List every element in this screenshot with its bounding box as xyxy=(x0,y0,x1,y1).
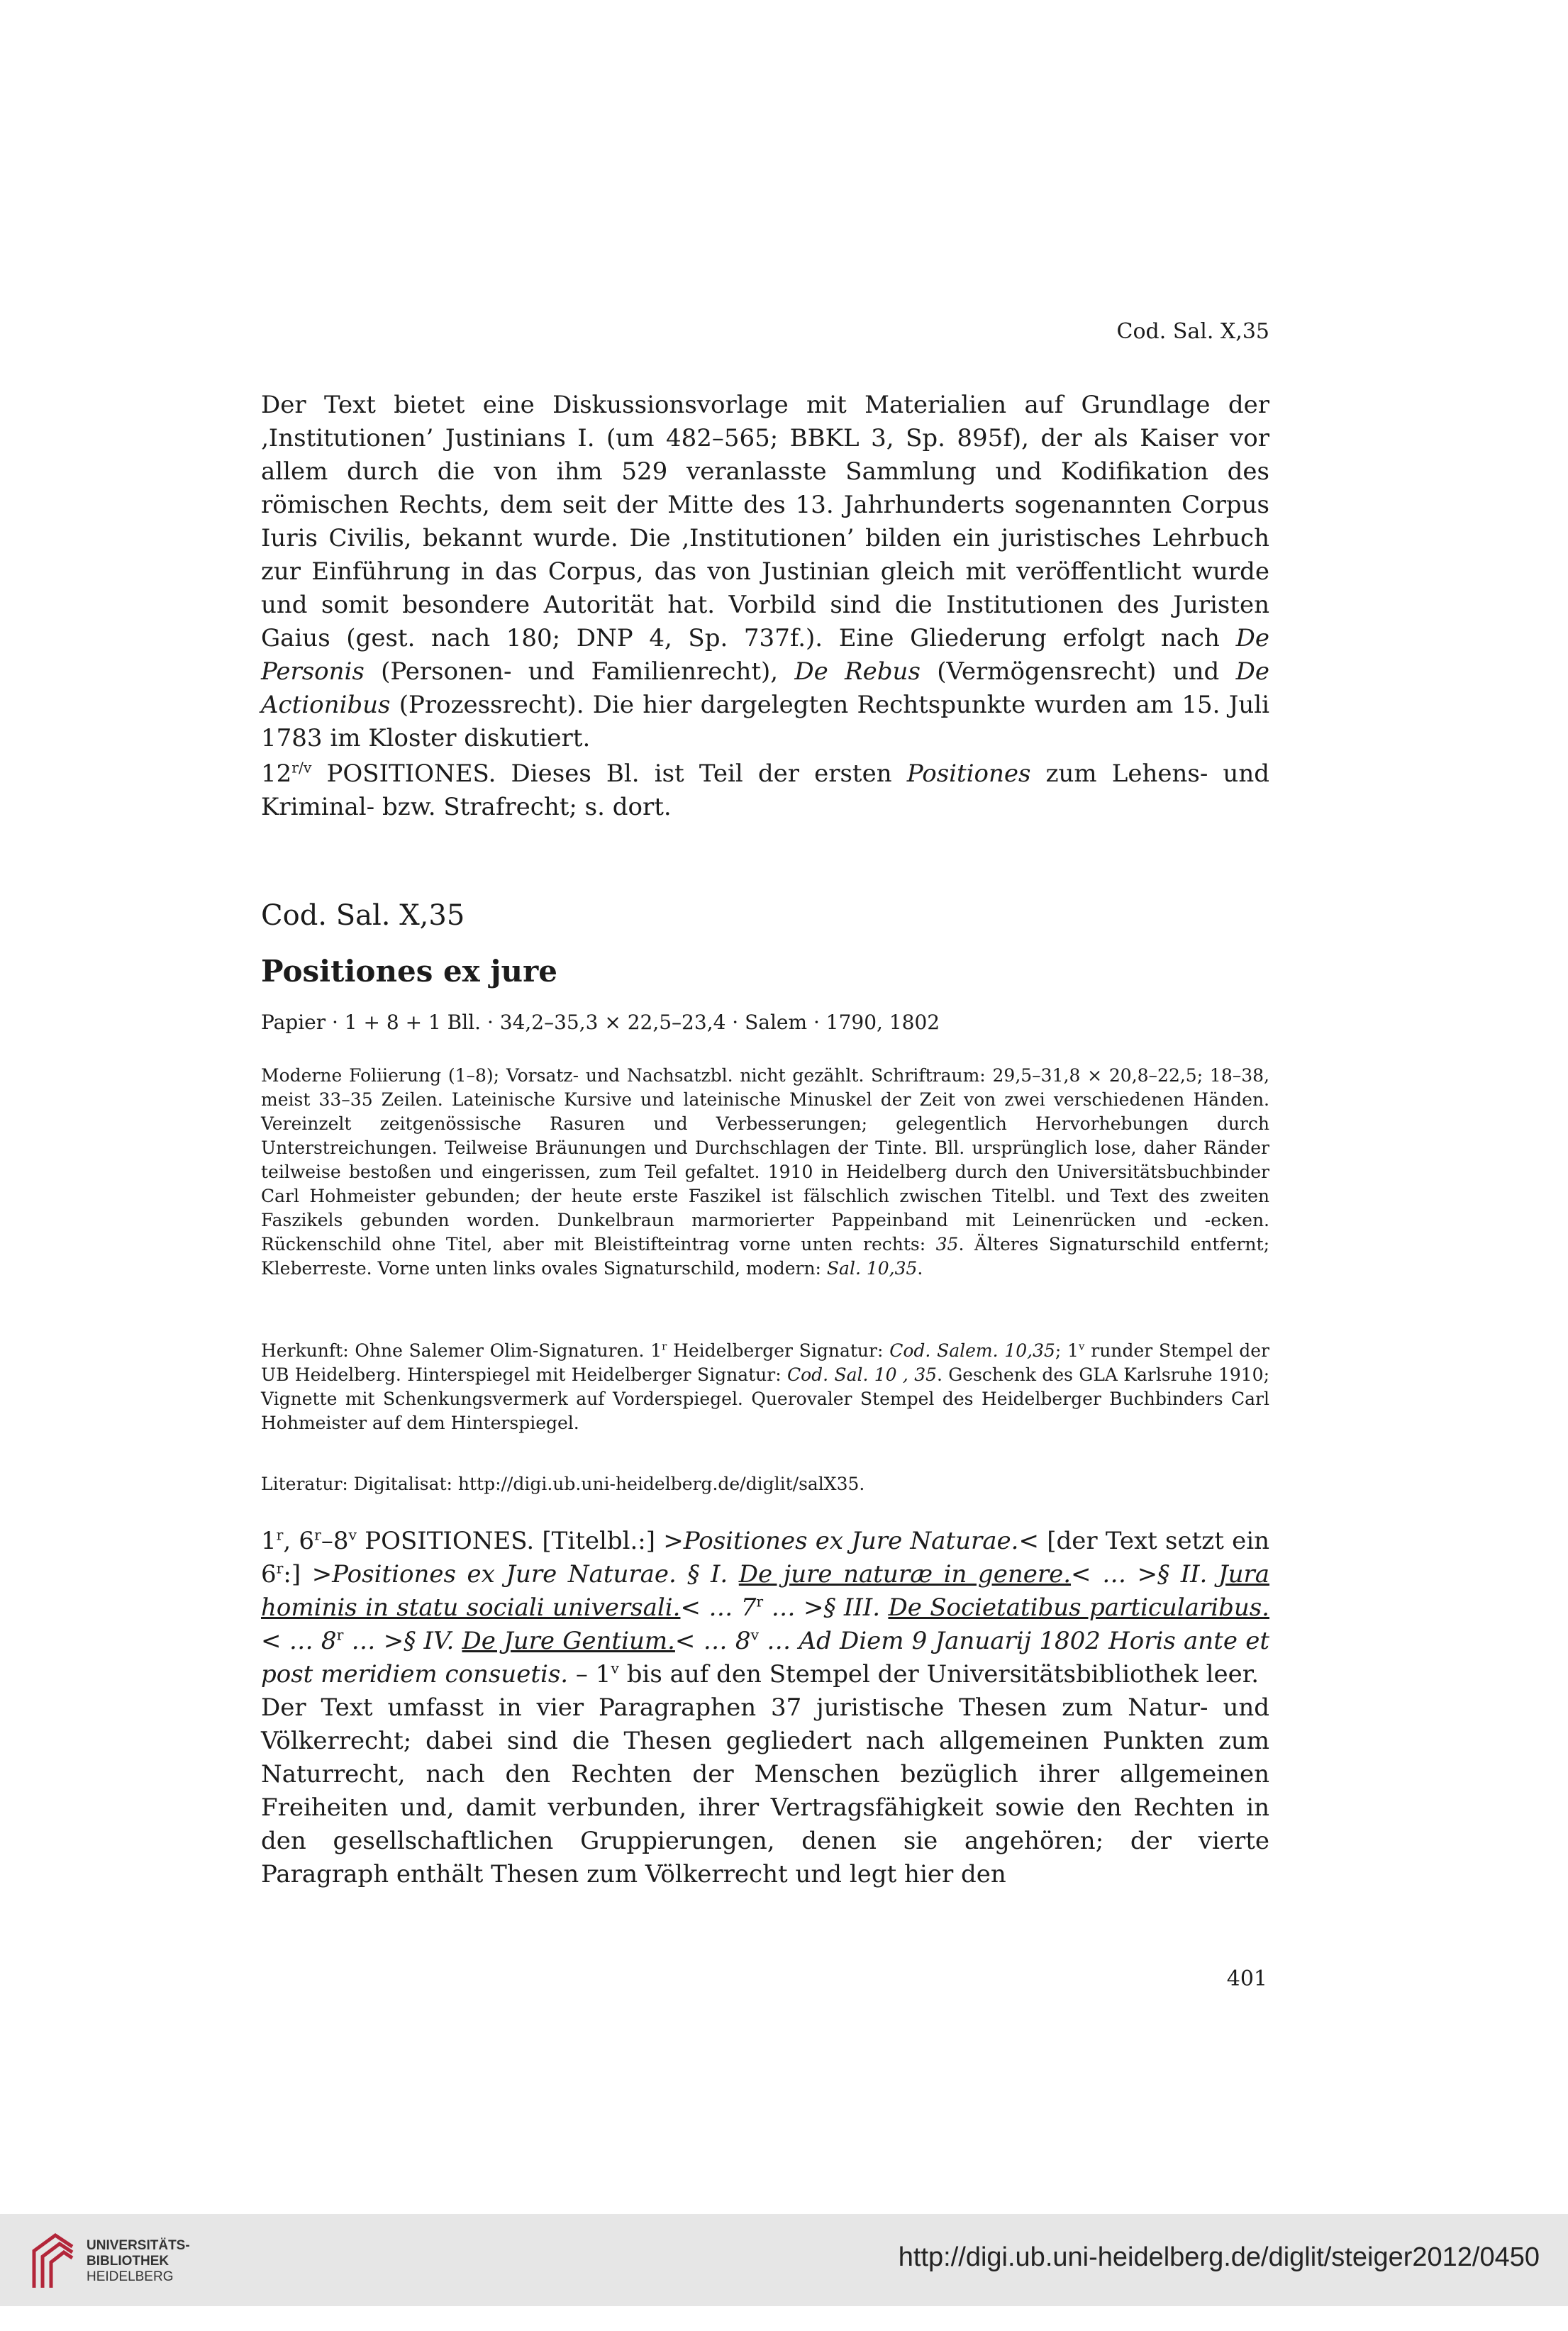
content-paragraph: 1$^r$, 6$^r$–8$^v$ POSITIONES. [Titelbl.:] >Positiones ex Jure Naturae.< [der Text setzt ein $6^r$:] >Positiones ex Jure Naturae. § I. De jure naturæ in genere.< … >§ II. Jura hominis in statu sociali universali.< … 7$^r$ … >§ III. De Societatibus particularibus.< … 8$^r$ … >§ IV. De Jure Gentium.< … 8$^v$ … Ad Diem 9 Januarij 1802 Horis ante et post meridiem consuetis. – 1$^v$ bis auf den Stempel der Universitätsbibliothek leer. Der Text umfasst in vier Paragraphen 37 juristische Thesen zum Natur- und Völkerrecht; dabei sind die Thesen gegliedert nach allgemeinen Punkten zum Naturrecht, nach den Rechten der Menschen bezüglich ihrer allgemeinen Freiheiten und, damit verbunden, ihrer Vertragsfähigkeit sowie den Rechten in den gesellschaftlichen Gruppierungen, denen sie angehören; der vierte Paragraph enthält Thesen zum Völkerrecht und legt hier den xyxy=(261,1525,1269,1891)
running-head: Cod. Sal. X,35 xyxy=(1116,319,1269,344)
intro-paragraph: Der Text bietet eine Diskussionsvorlage mit Materialien auf Grundlage der ‚Institutionen’ Justinians I. (um 482–565; BBKL 3, Sp. 895f), der als Kaiser vor allem durch die von ihm 529 veranlasste Sammlung und Kodifikation des römischen Rechts, dem seit der Mitte des 13. Jahrhunderts sogenannten Corpus Iuris Civilis, bekannt wurde. Die ‚Institutionen’ bilden ein juristisches Lehrbuch zur Einführung in das Corpus, das von Justinian gleich mit veröffentlicht wurde und somit besondere Autorität hat. Vorbild sind die Institutionen des Juristen Gaius (gest. nach 180; DNP 4, Sp. 737f.). Eine Gliederung erfolgt nach De Personis (Personen- und Familienrecht), De Rebus (Vermögensrecht) und De Actionibus (Prozessrecht). Die hier dargelegten Rechtspunkte wurden am 15. Juli 1783 im Kloster diskutiert. xyxy=(261,391,1269,752)
literature: Literatur: Digitalisat: http://digi.ub.uni-heidelberg.de/diglit/salX35. xyxy=(261,1474,865,1494)
physical-description: Moderne Foliierung (1–8); Vorsatz- und Nachsatzbl. nicht gezählt. Schriftraum: 29,5–31,8 × 20,8–22,5; 18–38, meist 33–35 Zeilen. Lateinische Kursive und lateinische Minuskel der Zeit von zwei verschiedenen Händen. Vereinzelt zeitgenössische Rasuren und Verbesserungen; gelegentlich Hervorhebungen durch Unterstreichungen. Teilweise Bräunungen und Durchschlagen der Tinte. Bll. ursprünglich lose, daher Ränder teilweise bestoßen und eingerissen, zum Teil gefaltet. 1910 in Heidelberg durch den Universitätsbuchbinder Carl Hohmeister gebunden; der heute erste Faszikel ist fälschlich zwischen Titelbl. und Text des zweiten Faszikels gebunden worden. Dunkelbraun marmorierter Pappeinband mit Leinenrücken und -ecken. Rückenschild ohne Titel, aber mit Bleistifteintrag vorne unten rechts: 35. Älteres Signaturschild entfernt; Kleberreste. Vorne unten links ovales Signaturschild, modern: Sal. 10,35. xyxy=(261,1065,1269,1279)
content-description: Der Text umfasst in vier Paragraphen 37 juristische Thesen zum Natur- und Völkerrecht; dabei sind die Thesen gegliedert nach allgemeinen Punkten zum Naturrecht, nach den Rechten der Menschen bezüglich ihrer allgemeinen Freiheiten und, damit verbunden, ihrer Vertragsfähigkeit sowie den Rechten in den gesellschaftlichen Gruppierungen, denen sie angehören; der vierte Paragraph enthält Thesen zum Völkerrecht und legt hier den xyxy=(261,1693,1269,1888)
page-number: 401 xyxy=(1226,1966,1267,1991)
footer-url-link[interactable]: http://digi.ub.uni-heidelberg.de/diglit/steiger2012/0450 xyxy=(898,2242,1540,2272)
provenance: Herkunft: Ohne Salemer Olim-Signaturen. 1$^r$ Heidelberger Signatur: Cod. Salem. 10,35; 1$^v$ runder Stempel der UB Heidelberg. Hinterspiegel mit Heidelberger Signatur: Cod. Sal. 10 , 35. Geschenk des GLA Karlsruhe 1910; Vignette mit Schenkungsvermerk auf Vorderspiegel. Querovaler Stempel des Heidelberger Buchbinders Carl Hohmeister auf dem Hinterspiegel. xyxy=(261,1340,1269,1433)
entry-title: Positiones ex jure xyxy=(261,954,557,989)
footer-bar xyxy=(0,2214,1568,2306)
library-logo[interactable]: UNIVERSITÄTS- BIBLIOTHEK HEIDELBERG xyxy=(28,2230,269,2293)
entry-cod: Cod. Sal. X,35 xyxy=(261,899,465,932)
positiones-note: $12^{r/v}$ POSITIONES. Dieses Bl. ist Teil der ersten Positiones zum Lehens- und Kriminal- bzw. Strafrecht; s. dort. xyxy=(261,759,1269,821)
library-logo-icon xyxy=(28,2230,78,2293)
entry-meta: Papier · 1 + 8 + 1 Bll. · 34,2–35,3 × 22,5–23,4 · Salem · 1790, 1802 xyxy=(261,1011,940,1034)
